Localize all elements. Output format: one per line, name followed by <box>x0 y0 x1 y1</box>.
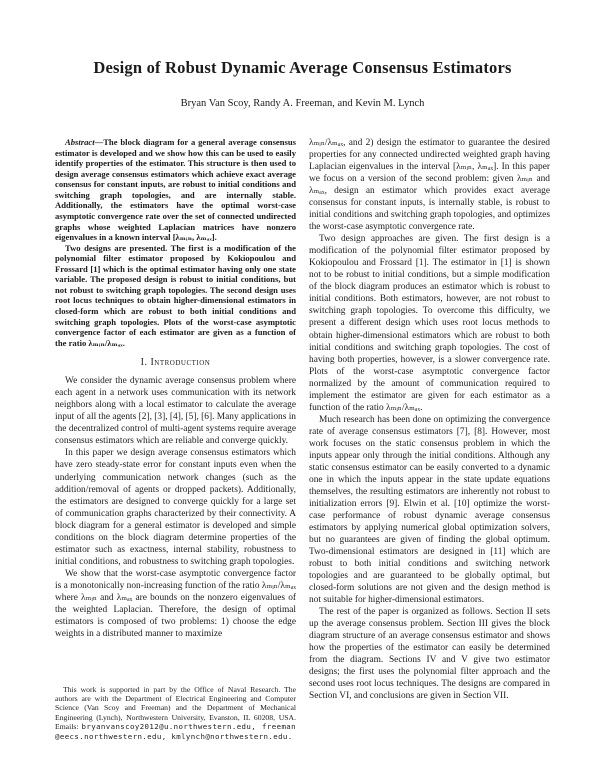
intro-paragraph-1: We consider the dynamic average consensus problem where each agent in a network uses communication with its network neighbors along with a local estimator to calculate the average input of all the agents [2], [3], [4], [5], [6]. Many applications in the decentralized control of multi-agent systems require average consensus estimators which are reliable and converge quickly. <box>55 376 296 447</box>
section-heading-introduction: I. Introduction <box>140 357 211 369</box>
abstract-text-1: The block diagram for a general average consensus estimator is developed and we show how this can be used to easily identify properties of the estimator. This structure is then used to design average consensus estimators which achieve exact average consensus for constant inputs, are robust to initial conditions and switching graph topologies, and are internally stable. Additionally, the estimators have the optimal worst-case asymptotic convergence rate over the set of connected undirected graphs whose weighted Laplacian matrices have nonzero eigenvalues in a known interval [λₘᵢₙ, λₘₐₓ]. <box>55 137 296 243</box>
right-paragraph-1: λₘᵢₙ/λₘₐₓ, and 2) design the estimator to guarantee the desired properties for any connected undirected weighted graph having Laplacian eigenvalues in the interval [λₘᵢₙ, λₘₐₓ]. In this paper we focus on a version of the second problem: given λₘᵢₙ and λₘₐₓ, design an estimator which provides exact average consensus for constant inputs, is internally stable, is robust to initial conditions and switching graph topologies, and optimizes the worst-case asymptotic convergence rate. <box>309 138 550 233</box>
right-column <box>309 137 550 741</box>
footnote-text: This work is supported in part by the Office of Naval Research. The authors are with the Department of Electrical Engineering and Computer Science (Van Scoy and Freeman) and the Department of Mechanical Engineering (Lynch), Northwestern University, Evanston, IL 60208, USA. Emails: <box>55 684 296 732</box>
abstract-label: Abstract— <box>65 137 104 147</box>
left-column <box>55 137 296 741</box>
two-column-body <box>55 137 550 741</box>
intro-paragraph-2: In this paper we design average consensus estimators which have zero steady-state error for constant inputs even when the underlying communication network changes (such as the addition/removal of agents or dropped packets). Additionally, the estimators are designed to converge quickly for a large set of communication graphs characterized by their connectivity. A block diagram for a general estimator is developed and simple conditions on the block diagram determine properties of the estimator such as exactness, internal stability, robustness to initial conditions, and robustness to switching graph topologies. <box>55 448 296 567</box>
footnote-emails: bryanvanscoy2012@u.northwestern.edu, freeman@eecs.northwestern.edu, kmlynch@northwestern.edu. <box>55 722 296 741</box>
right-paragraph-2: Two design approaches are given. The first design is a modification of the polynomial filter estimator proposed by Kokiopoulou and Frossard [1]. The estimator in [1] is shown not to be robust to initial conditions, but a simple modification of the block diagram produces an estimator which is robust to initial conditions. Both estimators, however, are not robust to switching graph topologies. To overcome this difficulty, we present a different design which uses root locus methods to obtain higher-dimensional estimators which are robust to both initial conditions and switching graph topologies. The cost of having both properties, however, is a slower convergence rate. Plots of the worst-case asymptotic convergence factor normalized by the amount of communication required to implement the estimator are given for each estimator as a function of the ratio λₘᵢₙ/λₘₐₓ. <box>309 234 550 413</box>
right-paragraph-4: The rest of the paper is organized as follows. Section II sets up the average consensus problem. Section III gives the block diagram structure of an average consensus estimator and shows how the properties of the estimator can easily be determined from the diagram. Sections IV and V give two estimator designs; the first uses the polynomial filter approach and the second uses root locus techniques. The designs are compared in Section VI, and conclusions are given in Section VII. <box>309 607 550 702</box>
intro-paragraph-3: We show that the worst-case asymptotic convergence factor is a monotonically non-increasing function of the ratio λₘᵢₙ/λₘₐₓ where λₘᵢₙ and λₘₐₓ are bounds on the nonzero eigenvalues of the weighted Laplacian. Therefore, the design of optimal estimators is composed of two problems: 1) choose the edge weights in a distributed manner to maximize <box>55 568 296 639</box>
right-paragraph-3: Much research has been done on optimizing the convergence rate of average consensus estimators [7], [8]. However, most work focuses on the static consensus problem in which the inputs appear only through the initial conditions. Although any static consensus estimator can be easily converted to a dynamic one in which the inputs appear in the state update equations themselves, the resulting estimators are inherently not robust to initialization errors [9]. Elwin et al. [10] optimize the worst-case performance of robust dynamic average consensus estimators by applying numerical global optimization solvers, but no guarantees are given of finding the global optimum. Two-dimensional estimators are designed in [11] which are robust to both initial conditions and switching network topologies and are guaranteed to be globally optimal, but closed-form solutions are not given and the design method is not suitable for higher-dimensional estimators. <box>309 414 550 606</box>
page-title: Design of Robust Dynamic Average Consensus Estimators <box>93 58 512 77</box>
author-footnote <box>55 677 296 741</box>
author-line: Bryan Van Scoy, Randy A. Freeman, and Kevin M. Lynch <box>180 98 425 109</box>
abstract-paragraph-1 <box>55 137 296 243</box>
abstract-paragraph-2: Two designs are presented. The first is a modification of the polynomial filter estimator proposed by Kokiopoulou and Frossard [1] which is the optimal estimator having only one state variable. The proposed design is robust to initial conditions, but not robust to switching graph topologies. The second design uses root locus techniques to obtain higher-dimensional estimators in closed-form which are robust to both initial conditions and switching graph topologies. Plots of the worst-case asymptotic convergence factor of each estimator are given as a function of the ratio λₘᵢₙ/λₘₐₓ. <box>55 242 296 348</box>
